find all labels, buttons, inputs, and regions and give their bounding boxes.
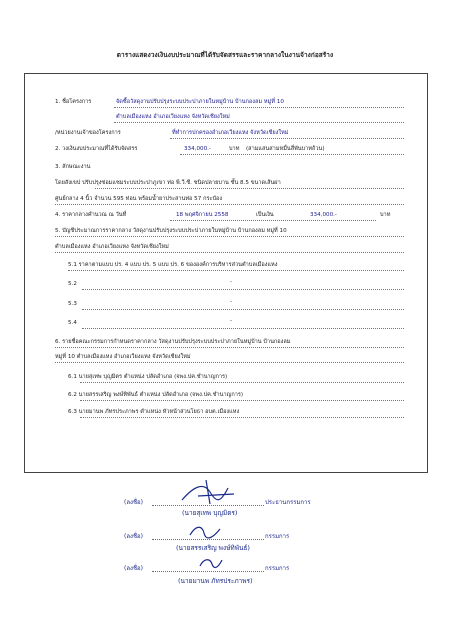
committee-line2: หมู่ที่ 10 ตำบลเมืองแหง อำเภอเวียงแหง จังหวัดเชียงใหม่ (55, 354, 191, 360)
agency-dotline (170, 138, 404, 139)
member-2: 6.2 นายสรรเสริญ พงษ์ทิพันธ์ ตำแหน่ง ปลัดอำเภอ (จพง.ปค.ชำนาญการ) (68, 392, 244, 398)
handwritten-signature-1 (176, 478, 246, 508)
nature-dotline (95, 188, 404, 189)
budget-dotline (180, 154, 404, 155)
sub-item-5-2: 5.2 (68, 281, 77, 287)
agency-label: /หน่วยงานเจ้าของโครงการ (55, 130, 121, 136)
signature-1 (124, 497, 143, 507)
member-1-dotline (80, 382, 404, 383)
calc-label: 4. ราคากลางคำนวณ ณ วันที่ (55, 212, 127, 218)
sub-item-5-3: 5.3 (68, 301, 77, 307)
project-dotline (114, 107, 404, 108)
nature-line2: ศูนย์กลาง 4 นิ้ว จำนวน 595 ท่อน พร้อมน้ำยาประสานท่อ 57 กระป๋อง (55, 196, 223, 202)
handwritten-signature-2 (186, 523, 226, 541)
signature-3 (124, 563, 143, 573)
sign-label: (ลงชื่อ) (124, 565, 143, 572)
sub-5-3-dotline (82, 309, 404, 310)
signature-1-role: ประธานกรรมการ (265, 499, 311, 506)
sub-5-4-dotline (82, 328, 404, 329)
sub-5-2-dotline (82, 289, 404, 290)
committee-dotline (55, 347, 404, 348)
calc-value: 334,000.- (310, 212, 337, 218)
project-dotline-2 (114, 122, 404, 123)
committee-dotline-2 (55, 362, 404, 363)
calc-unit: บาท (380, 212, 391, 218)
bq-line2: ตำบลเมืองแหง อำเภอเวียงแหง จังหวัดเชียงใหม่ (55, 244, 169, 250)
nature-label: 3. ลักษณะงาน (55, 164, 91, 170)
handwritten-signature-3 (196, 556, 226, 572)
member-1: 6.1 นายสุเทพ บุญมิตร ตำแหน่ง ปลัดอำเภอ (จพง.ปค.ชำนาญการ) (68, 374, 228, 380)
sub-item-5-4: 5.4 (68, 320, 77, 326)
signature-2-name (176, 541, 286, 553)
calc-date: 18 พฤศจิกายน 2558 (176, 212, 229, 218)
sub-5-4-dash: - (230, 318, 233, 324)
signature-2 (124, 531, 143, 541)
sub-5-3-dash: - (230, 299, 233, 305)
member-2-dotline (80, 400, 404, 401)
signature-3-role: กรรมการ (265, 565, 290, 572)
budget-unit: บาท (229, 146, 240, 152)
agency-value: ที่ทำการปกครองอำเภอเวียงแหง จังหวัดเชียงใหม่ (172, 130, 289, 136)
committee-label: 6. รายชื่อคณะกรรมการกำหนดราคากลาง วัสดุงานปรับปรุงระบบประปาภายในหมู่บ้าน บ้านกองลม (55, 339, 291, 345)
project-value-line2: ตำบลเมืองแหง อำเภอเวียงแหง จังหวัดเชียงใหม่ (116, 114, 230, 120)
project-label: 1. ชื่อโครงการ (55, 99, 92, 105)
sign-label: (ลงชื่อ) (124, 499, 143, 506)
signature-3-name (178, 574, 288, 586)
signature-2-name-text: (นายสรรเสริญ พงษ์ทิพันธ์) (176, 544, 250, 552)
sub-5-2-dash: - (230, 279, 233, 285)
signature-1-name (182, 506, 272, 518)
bq-dotline-2 (55, 252, 404, 253)
nature-line1: โดยสังเขป ปรับปรุงซ่อมแซมระบบประปาภูเขา ท่อ พี.วี.ซี. ชนิดปลายบาน ชั้น 8.5 ขนาดเส้นผ่า (55, 180, 281, 186)
budget-value: 334,000.- (184, 146, 211, 152)
calc-dotline (170, 220, 376, 221)
project-value: จัดซื้อวัสดุงานปรับปรุงระบบประปาภายในหมู่บ้าน บ้านกองลม หมู่ที่ 10 (116, 99, 284, 105)
bq-dotline (55, 236, 404, 237)
budget-words: (สามแสนสามหมื่นสี่พันบาทถ้วน) (246, 146, 325, 152)
signature-1-name-text: (นายสุเทพ บุญมิตร) (182, 509, 238, 517)
member-3: 6.3 นายมานพ ภัทรประภาพร ตำแหน่ง หัวหน้าส่วนโยธา อบต.เมืองแหง (68, 409, 240, 415)
sub-5-1-dotline (68, 270, 404, 271)
sub-item-5-1: 5.1 ราคาตามแบบ ปร. 4 แบบ ปร. 5 แบบ ปร. 6 ขององค์การบริหารส่วนตำบลเมืองแหง (68, 262, 278, 268)
signature-2-role: กรรมการ (265, 533, 290, 540)
sign-label: (ลงชื่อ) (124, 533, 143, 540)
calc-mid: เป็นเงิน (256, 212, 274, 218)
signature-3-name-text: (นายมานพ ภัทรประภาพร) (178, 577, 253, 585)
budget-label: 2. วงเงินงบประมาณที่ได้รับจัดสรร (55, 146, 138, 152)
bq-label: 5. บัญชีประมาณการราคากลาง วัสดุงานปรับปรุงระบบประปาภายในหมู่บ้าน บ้านกองลม หมู่ที่ 10 (55, 228, 287, 234)
member-3-dotline (80, 417, 404, 418)
nature-dotline-2 (55, 204, 404, 205)
document-title: ตารางแสดงวงเงินงบประมาณที่ได้รับจัดสรรและราคากลางในงานจ้างก่อสร้าง (116, 51, 334, 59)
